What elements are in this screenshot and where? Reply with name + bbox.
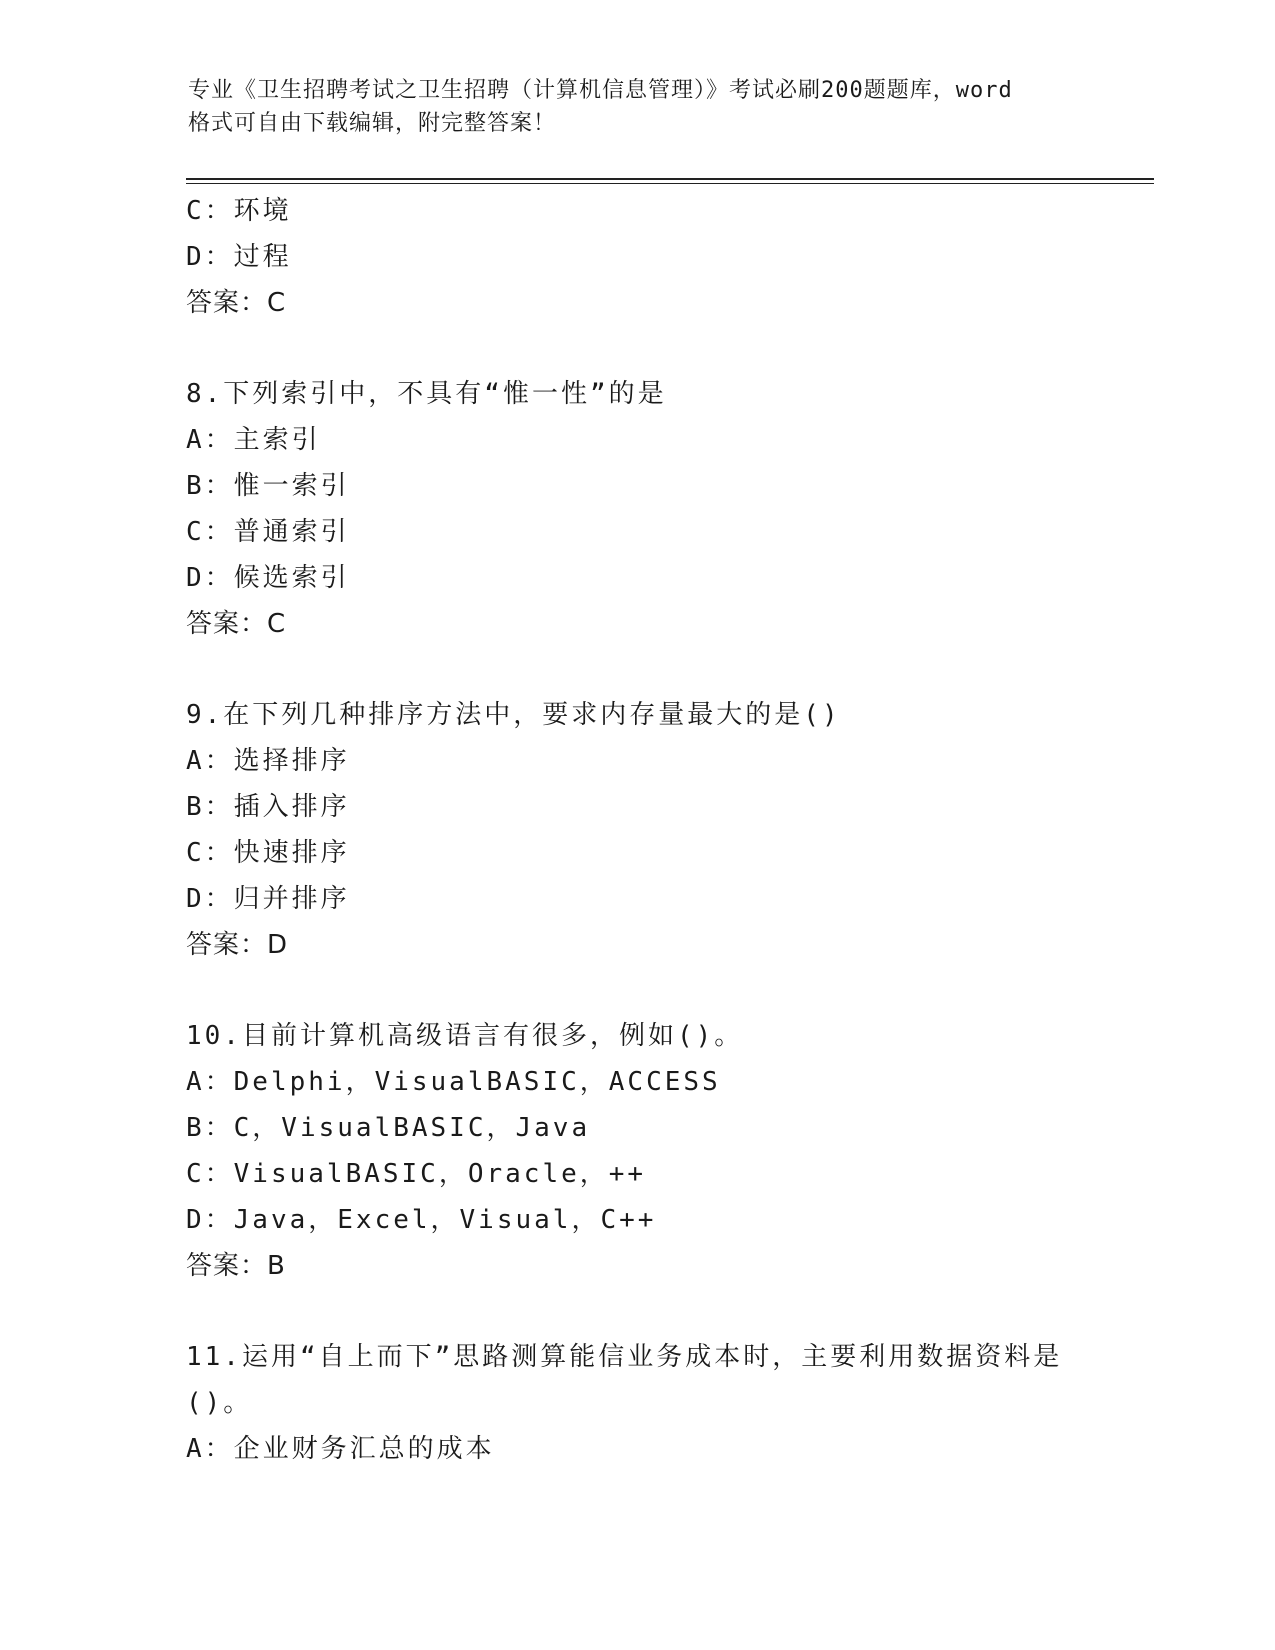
header-divider bbox=[186, 178, 1154, 184]
option-d: D：候选索引 bbox=[186, 563, 350, 593]
option-a: A：企业财务汇总的成本 bbox=[186, 1434, 495, 1464]
option-a: A：Delphi，VisualBASIC，ACCESS bbox=[186, 1067, 721, 1097]
question-list bbox=[186, 188, 1146, 1472]
question-8 bbox=[186, 371, 1146, 647]
option-c: C：VisualBASIC，Oracle，++ bbox=[186, 1159, 647, 1189]
option-c: C：普通索引 bbox=[186, 517, 350, 547]
question-stem-continued: ()。 bbox=[186, 1388, 253, 1418]
question-stem: 9.在下列几种排序方法中，要求内存量最大的是() bbox=[186, 700, 841, 730]
option-b: B：惟一索引 bbox=[186, 471, 350, 501]
document-header bbox=[188, 74, 1088, 140]
option-a: A：选择排序 bbox=[186, 746, 350, 776]
header-line-2: 格式可自由下载编辑，附完整答案！ bbox=[188, 111, 557, 136]
header-line-1: 专业《卫生招聘考试之卫生招聘（计算机信息管理）》考试必刷200题题库，word bbox=[188, 78, 1013, 103]
question-9 bbox=[186, 692, 1146, 968]
option-a: A：主索引 bbox=[186, 425, 321, 455]
answer: 答案：C bbox=[186, 609, 287, 639]
question-stem: 8.下列索引中，不具有“惟一性”的是 bbox=[186, 379, 667, 409]
spacer bbox=[186, 326, 1146, 371]
answer: 答案：D bbox=[186, 930, 289, 960]
question-10 bbox=[186, 1013, 1146, 1289]
spacer bbox=[186, 968, 1146, 1013]
option-d: D：过程 bbox=[186, 242, 292, 272]
question-7 bbox=[186, 188, 1146, 326]
question-stem: 11.运用“自上而下”思路测算能信业务成本时，主要利用数据资料是 bbox=[186, 1342, 1063, 1372]
option-c: C：快速排序 bbox=[186, 838, 350, 868]
answer: 答案：B bbox=[186, 1251, 286, 1281]
option-d: D：Java，Excel，Visual，C++ bbox=[186, 1205, 657, 1235]
spacer bbox=[186, 647, 1146, 692]
option-b: B：C，VisualBASIC，Java bbox=[186, 1113, 591, 1143]
answer: 答案：C bbox=[186, 288, 287, 318]
option-c: C：环境 bbox=[186, 196, 292, 226]
question-stem: 10.目前计算机高级语言有很多，例如()。 bbox=[186, 1021, 744, 1051]
question-11 bbox=[186, 1334, 1146, 1472]
option-b: B：插入排序 bbox=[186, 792, 350, 822]
spacer bbox=[186, 1289, 1146, 1334]
option-d: D：归并排序 bbox=[186, 884, 350, 914]
